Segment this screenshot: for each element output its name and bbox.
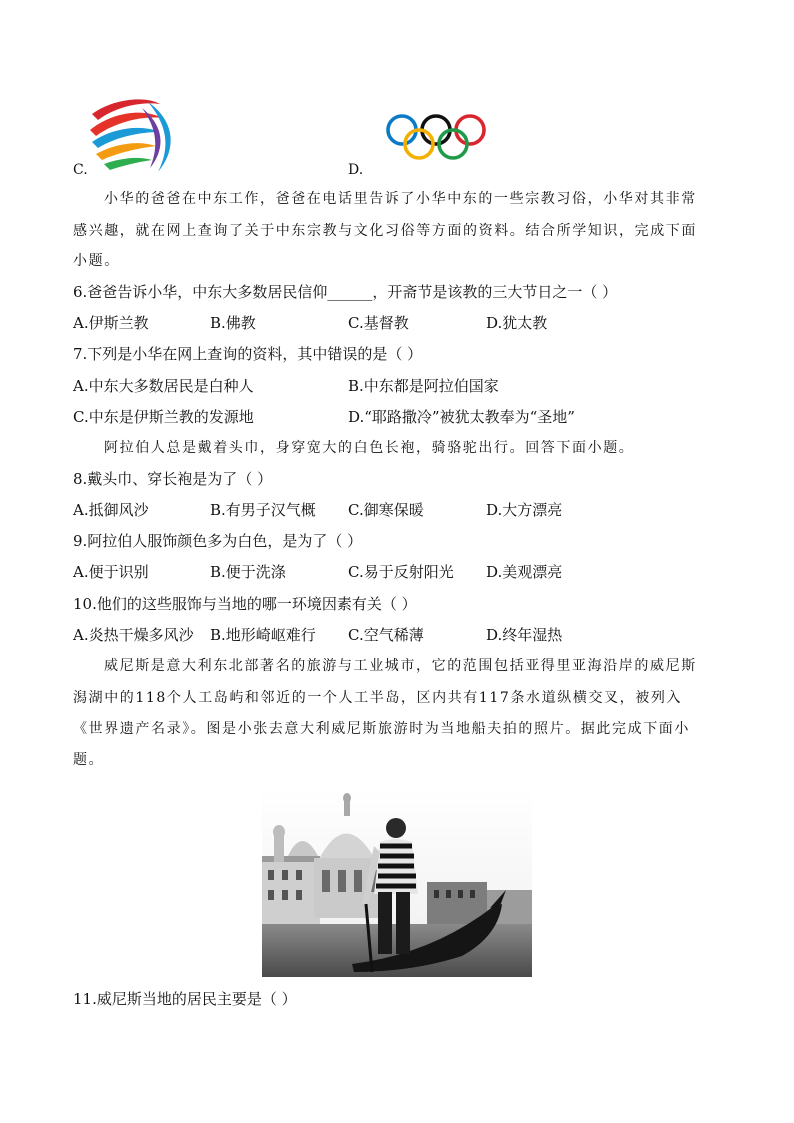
q10-stem: 10.他们的这些服饰与当地的哪一环境因素有关（ ） bbox=[73, 595, 417, 613]
q6-stem: 6.爸爸告诉小华，中东大多数居民信仰______，开斋节是该教的三大节日之一（ ） bbox=[73, 283, 618, 301]
q7-option-c[interactable]: C.中东是伊斯兰教的发源地 bbox=[73, 408, 254, 426]
q7-option-d[interactable]: D.“耶路撒冷”被犹太教奉为“圣地” bbox=[348, 408, 575, 426]
q10-option-b[interactable]: B.地形崎岖难行 bbox=[210, 626, 316, 644]
q6-option-b[interactable]: B.佛教 bbox=[210, 314, 256, 332]
q10-option-d[interactable]: D.终年湿热 bbox=[486, 626, 563, 644]
q7-option-a[interactable]: A.中东大多数居民是白种人 bbox=[73, 377, 254, 395]
olympic-rings-icon bbox=[384, 112, 490, 162]
passage2-line1: 阿拉伯人总是戴着头巾，身穿宽大的白色长袍，骑骆驼出行。回答下面小题。 bbox=[104, 440, 635, 456]
q11-stem: 11.威尼斯当地的居民主要是（ ） bbox=[73, 990, 297, 1008]
passage1-line2: 感兴趣，就在网上查询了关于中东宗教与文化习俗等方面的资料。结合所学知识，完成下面 bbox=[73, 223, 697, 239]
q9-option-c[interactable]: C.易于反射阳光 bbox=[348, 563, 454, 581]
q8-option-d[interactable]: D.大方漂亮 bbox=[486, 501, 563, 519]
venice-gondolier-photo-icon bbox=[262, 786, 532, 977]
q8-stem: 8.戴头巾、穿长袍是为了（ ） bbox=[73, 470, 273, 488]
passage3-line3: 《世界遗产名录》。图是小张去意大利威尼斯旅游时为当地船夫拍的照片。据此完成下面小 bbox=[73, 721, 690, 737]
q9-option-d[interactable]: D.美观漂亮 bbox=[486, 563, 563, 581]
q9-option-a[interactable]: A.便于识别 bbox=[73, 563, 149, 581]
option-c-logo bbox=[84, 92, 180, 176]
q9-stem: 9.阿拉伯人服饰颜色多为白色，是为了（ ） bbox=[73, 532, 363, 550]
q8-option-c[interactable]: C.御寒保暖 bbox=[348, 501, 424, 519]
q7-stem: 7.下列是小华在网上查询的资料，其中错误的是（ ） bbox=[73, 345, 423, 363]
q10-option-a[interactable]: A.炎热干燥多风沙 bbox=[73, 626, 194, 644]
venice-gondolier-photo bbox=[262, 786, 532, 977]
q8-option-b[interactable]: B.有男子汉气概 bbox=[210, 501, 316, 519]
q9-option-b[interactable]: B.便于洗涤 bbox=[210, 563, 286, 581]
q6-option-d[interactable]: D.犹太教 bbox=[486, 314, 548, 332]
q6-option-a[interactable]: A.伊斯兰教 bbox=[73, 314, 149, 332]
q6-option-c[interactable]: C.基督教 bbox=[348, 314, 409, 332]
option-d-label: D. bbox=[348, 162, 364, 178]
q10-option-c[interactable]: C.空气稀薄 bbox=[348, 626, 424, 644]
wto-logo-icon bbox=[84, 92, 180, 176]
q8-option-a[interactable]: A.抵御风沙 bbox=[73, 501, 149, 519]
passage3-line1: 威尼斯是意大利东北部著名的旅游与工业城市，它的范围包括亚得里亚海沿岸的威尼斯 bbox=[104, 658, 697, 674]
option-c-label: C. bbox=[73, 162, 88, 178]
q7-option-b[interactable]: B.中东都是阿拉伯国家 bbox=[348, 377, 499, 395]
option-d-logo bbox=[384, 112, 490, 162]
passage3-line4: 题。 bbox=[73, 752, 105, 768]
passage1-line1: 小华的爸爸在中东工作，爸爸在电话里告诉了小华中东的一些宗教习俗，小华对其非常 bbox=[104, 191, 697, 207]
passage3-line2: 潟湖中的118个人工岛屿和邻近的一个人工半岛，区内共有117条水道纵横交叉，被列入 bbox=[73, 690, 683, 706]
passage1-line3: 小题。 bbox=[73, 253, 120, 269]
